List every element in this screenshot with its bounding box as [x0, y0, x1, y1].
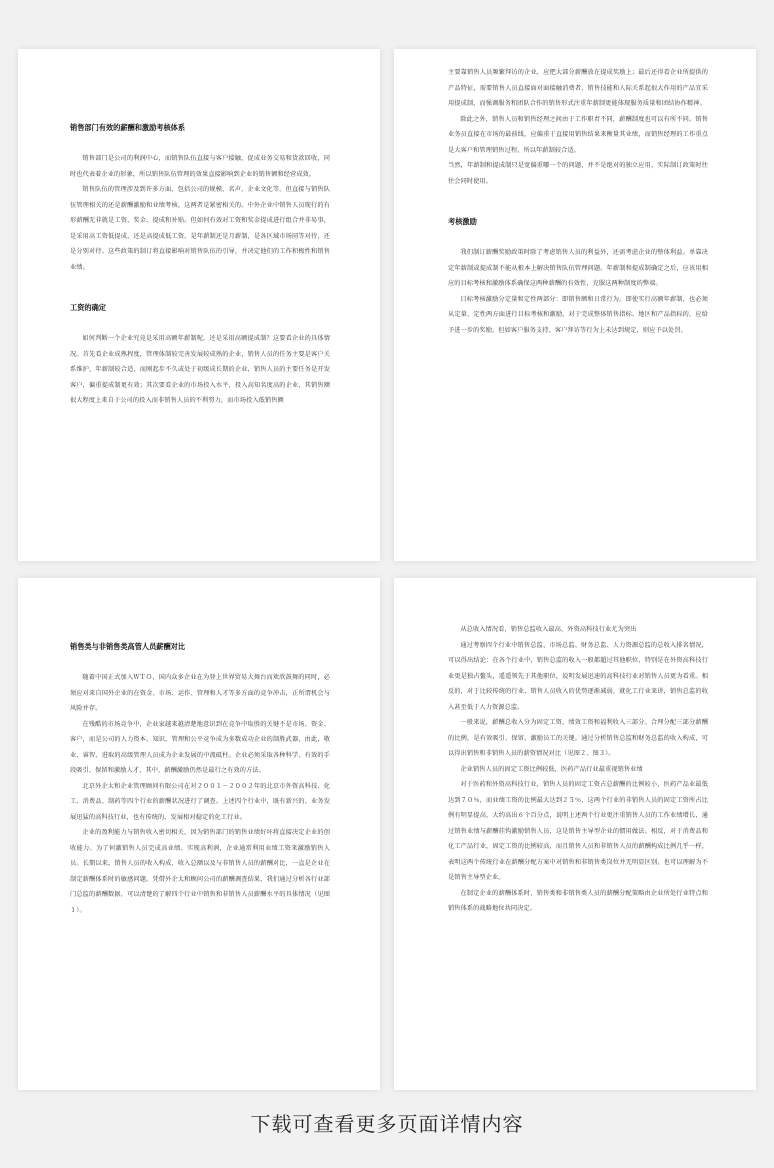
- body-paragraph: 销售部门是公司的利润中心，而销售队伍直接与客户接触，促成业务交易和货款回收，同时也代表着企业的形象，所以销售队伍管理的效果直接影响到企业的销售额和经营成效。: [70, 155, 330, 178]
- section-heading: 工资的确定: [70, 303, 106, 312]
- body-paragraph: 在残酷的市场竞争中，企业家越来越清楚地意识到在竞争中取胜的关键不是市场、资金、客户，而是公司的人力资本。知识、管理和公平竞争成为多数成功企业的制胜武器，由此，敬业、睿智、进取的高级管理人员成为企业发展的中流砥柱。企业必须采取各种科学、有效的手段吸引、保留和激励人才，其中，薪酬激励仍然是最行之有效的方法。: [70, 720, 330, 774]
- document-page-1: [18, 49, 380, 561]
- document-page-3: [18, 578, 380, 1090]
- section-spacer: [448, 189, 708, 217]
- body-paragraph: 我们制订薪酬奖励政策时除了考虑销售人员的利益外，还需考虑企业的整体利益。单靠决定年薪制或提成制不能从根本上解决销售队伍管理问题。年薪制和提成制确定之后，应该用相应的目标考核和激励体系确保这两种薪酬的有效性，克服这两种制度的弊端。: [448, 249, 708, 287]
- section-spacer: [70, 275, 330, 303]
- body-paragraph: 随着中国正式加入ＷＴＯ，国内众多企业在为登上世界贸易大舞台而欢欣鼓舞的同时，必须应对来自国外企业的在资金、市场、运作、管理和人才等多方面的竞争冲击，正所谓机会与风险并存。: [70, 674, 330, 712]
- body-paragraph: 目标考核激励分定量和定性两部分：即销售额和日常行为。即使实行高额年薪制，也必须从定量、定性两方面进行目标考核和激励，对于完成整体销售指标、地区和产品指标的，应给予进一步的奖励，但如客户服务支持、客户拜访等行为上未达到规定，则应予以处罚。: [448, 295, 708, 334]
- body-paragraph: 除此之外，销售人员和销售经理之间由于工作职责不同，薪酬制度也可以有所不同。销售业务员直接在市场的最前线，应偏重于直接用销售结果来衡量其业绩，而销售经理的工作重点是大客户和管理销售过程，所以年薪制较合适。: [448, 115, 708, 154]
- body-paragraph: 企业销售人员的固定工资比例较低，医药产品行业最重视销售业绩: [460, 765, 643, 773]
- body-paragraph: 北京外企太和企业管理顾问有限公司在对２００１－２００２年的北京市外资高科技、化工、消费品、制药等四个行业的薪酬状况进行了调查。上述四个行业中，既有新兴的、业务发展迅猛的高科技行业，也有传统的、发展相对稳定的化工行业。: [70, 782, 330, 821]
- section-heading: 考核激励: [448, 217, 477, 226]
- body-paragraph: 从总收入情况看，销售总监收入最高，外资高科技行业尤为突出: [460, 626, 637, 633]
- body-paragraph: 销售队伍的管理涉及到许多方面，包括公司的规模、名声、企业文化等。但直接与销售队伍管理相关的还是薪酬激励和业绩考核，这两者是紧密相关的。中外企业中销售人员现行的有形薪酬无非就是工资、奖金、提成和补贴。但如何有效对工资和奖金提成进行组合并非易事，是采用高工资低提成，还是高提成低工资，是年薪制还是月薪制，是各区域市场同等对待，还是分别对待。这些政策的制订将直接影响对销售队伍的引导，并决定他们的工作积极性和销售业绩。: [70, 186, 330, 271]
- body-paragraph: 主要靠销售人员频繁拜访的企业，应把大部分薪酬放在提成奖励上；最后还得看企业所提供的产品特征，需要销售人员直接面对面接触消费者、销售技能和人际关系起很大作用的产品宜采用提成制，而强调服务和团队合作的销售形式注重年薪制更能体现服务质量和团结协作精神。: [448, 69, 708, 107]
- body-paragraph: 当然，年薪制和提成制只是宽偏重哪一个的问题，并不是绝对的独立应用，实际制订政策时往往会同时使用。: [448, 162, 708, 185]
- document-page-2: [394, 49, 756, 561]
- document-page-4: [394, 578, 756, 1090]
- body-paragraph: 在制定企业的薪酬体系时，销售类和非销售类人员的薪酬分配策略由企业所处行业特点和销售体系的战略地位共同决定。: [448, 889, 708, 912]
- body-paragraph: 如何判断一个企业究竟是采用高额年薪制呢，还是采用高额提成制？这要看企业的具体情况。首先看企业成熟程度，管理体制较完善发展较成熟的企业，销售人员的任务主要是客户关系维护，年薪制较合适，而刚起步不久或处于初级成长期的企业，销售人员的主要任务是开发客户，偏重提成制更有效；其次要看企业的市场投入水平，投入高知名度高的企业，其销售额很大程度上来自于公司的投入而非销售人员的不利努力，而市场投入低销售额: [70, 335, 330, 404]
- section-heading: 销售部门有效的薪酬和激励考核体系: [70, 123, 186, 132]
- download-caption: 下载可查看更多页面详情内容: [250, 1112, 524, 1136]
- body-paragraph: 一般来说，薪酬总收入分为固定工资、绩效工资和福利收入三部分。合理分配三部分薪酬的比例，是有效吸引、保留、激励员工的关键。通过分析销售总监和财务总监的收入构成，可以得出销售和非销售人员的薪资情况对比（见图２、图３）。: [448, 719, 708, 757]
- body-paragraph: 通过考察四个行业中销售总监、市场总监、财务总监、人力资源总监的总收入排名情况，可以得出结论：在各个行业中，销售总监的收入一般都超过其他职位，特别是在外资高科技行业更是独占鳌头，遥遥领先于其他职位，说明发展迅速的高科技行业对销售人员更为看重。相反的，对于比较传统的行业，销售人员收入的优势逐渐减弱，就化工行业来讲，销售总监的收入甚至低于人力资源总监。: [448, 641, 708, 711]
- body-paragraph: 企业的盈利能力与销售收入密切相关，因为销售部门的销售业绩好坏将直接决定企业的创收能力。为了何激销售人员完成高业绩、实现高利润，企业通常利用业绩工资来激励销售人员。长期以来，销售人员的收入构成、收入总额以及与非销售人员的薪酬对比，一直是企业在制定薪酬体系时的敏感问题。凭借外企太和顾问公司的薪酬调查结果，我们通过分析各行业部门总监的薪酬数据，可以清楚的了解四个行业中销售和非销售人员薪酬水平的具体情况（见图１）。: [70, 829, 330, 914]
- section-heading: 销售类与非销售类高管人员薪酬对比: [70, 642, 186, 651]
- body-paragraph: 对于医药和外资高科技行业，销售人员的固定工资占总薪酬的比例较小，医药产品业最低达到７０％，而业绩工资的比例最大达到２５％，这两个行业的非销售人员的固定工资所占比例有明显提高，大约高出６个百分点，说明上述两个行业更注重销售人员的工作业绩增长，通过销售业绩与薪酬挂钩激励销售人员，这是销售主导型企业的惯用做法。相反，对于消费品和化工产品行业，固定工资的比例较高，而且销售人员和非销售人员的薪酬构成比例几乎一样，表明这两个传统行业在薪酬分配方案中对销售和非销售类岗位并无明显区别，也可以理解为不是销售主导型企业。: [448, 781, 708, 881]
